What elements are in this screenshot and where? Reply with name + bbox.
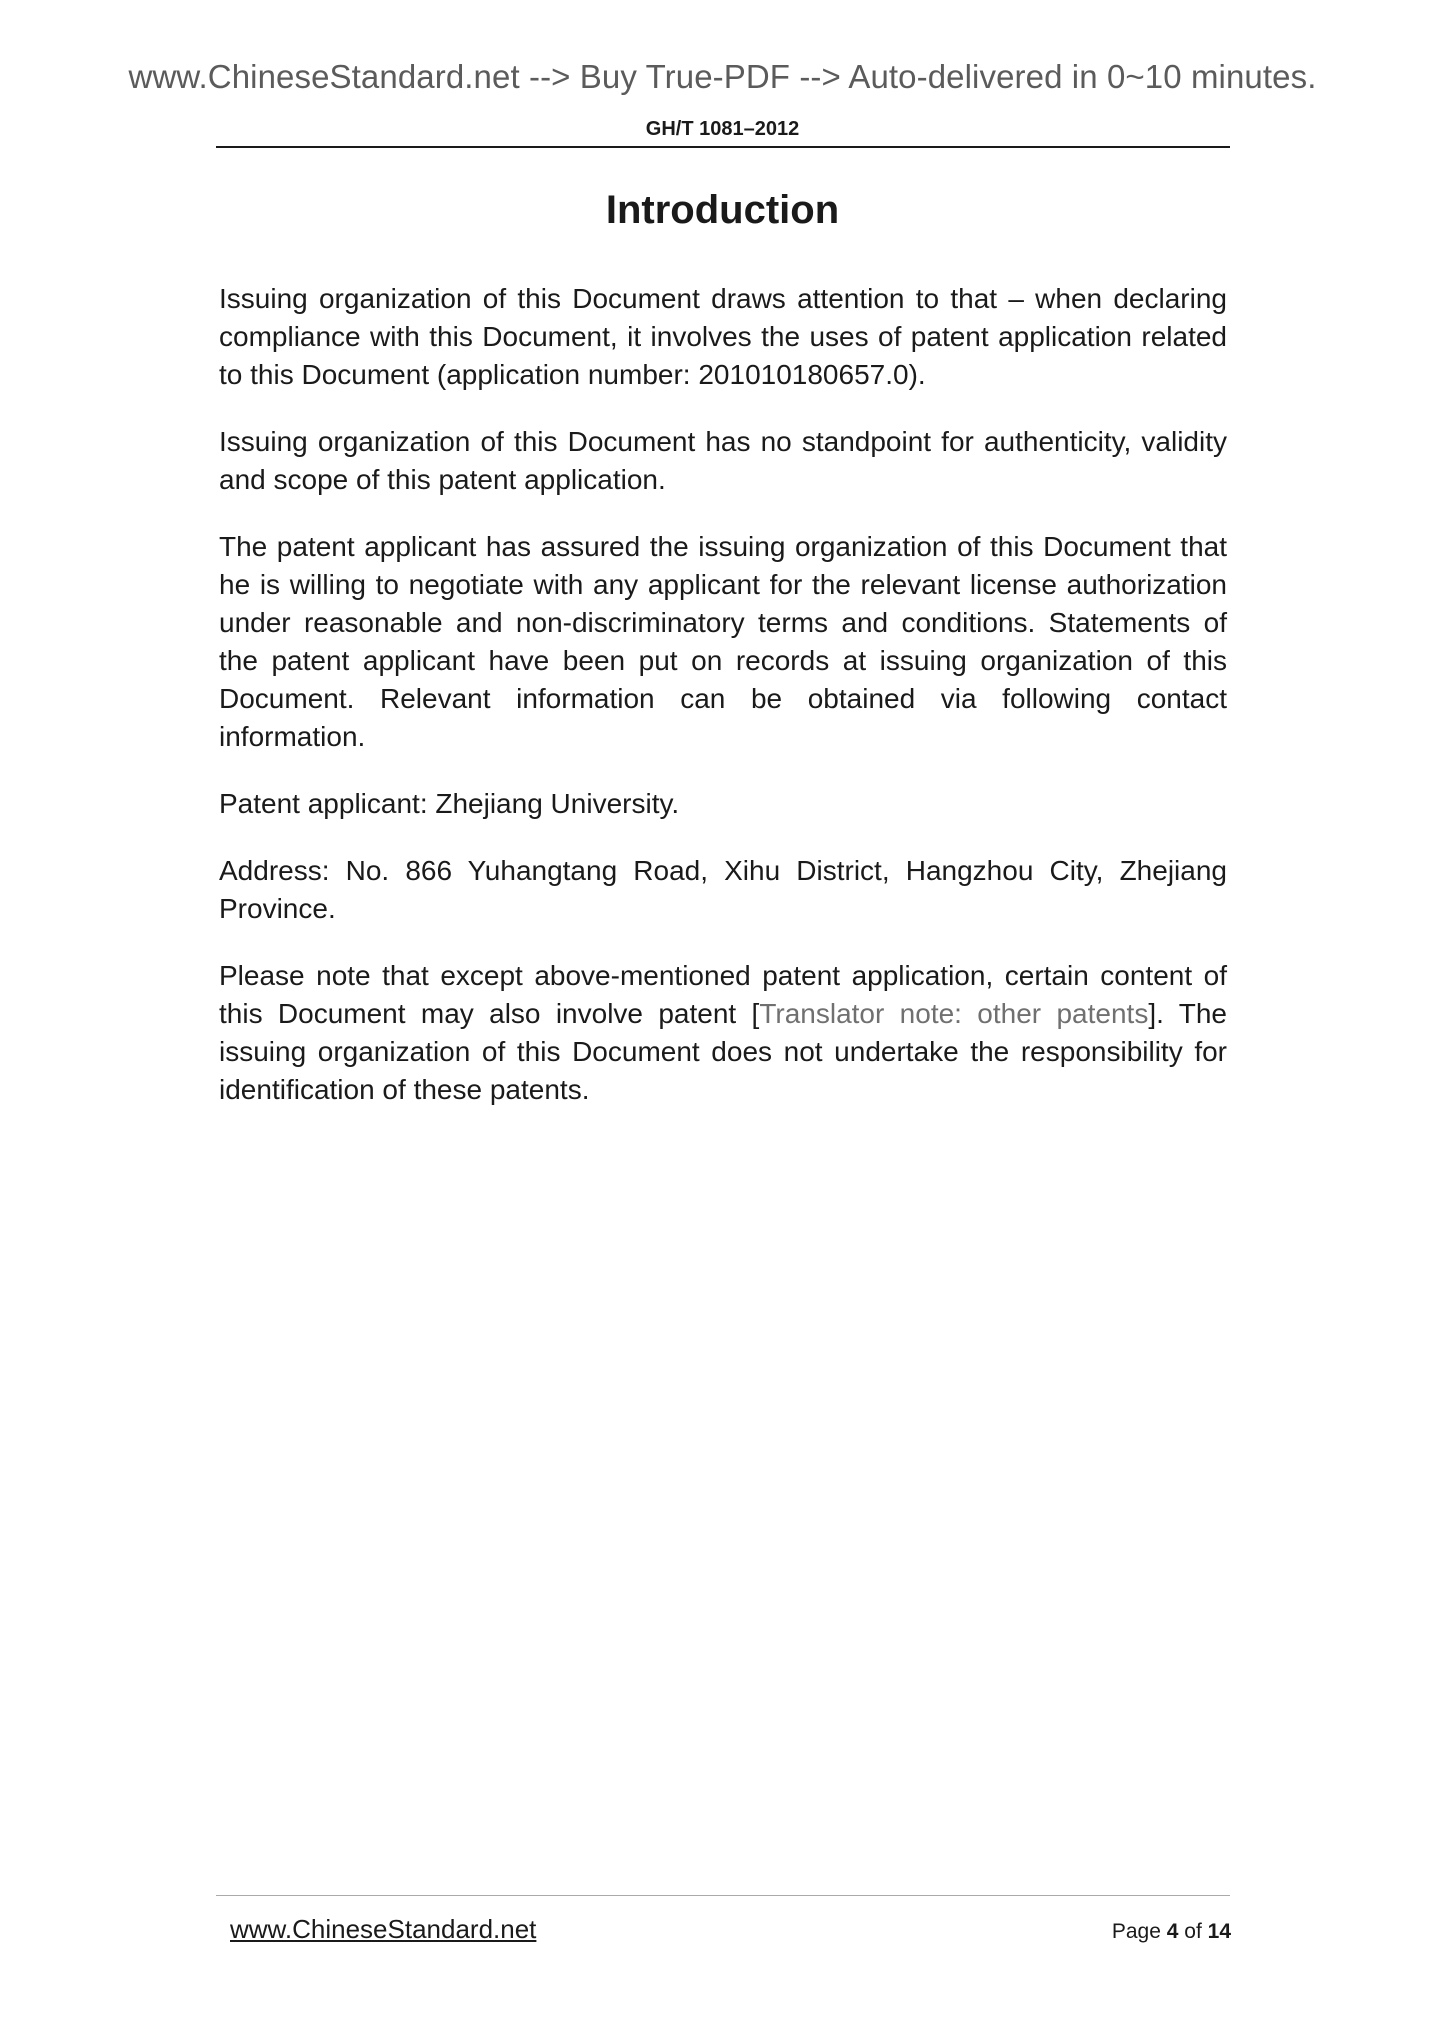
paragraph-license-assurance: The patent applicant has assured the issuing organization of this Document that he is willing to negotiate with any applicant for the relevant license authorization under reasonable and non-discriminatory terms and conditions. Statements of the patent applicant have been put on records at issuing organization of this Document. Relevant information can be obtained via following contact information.: [219, 531, 1227, 752]
page-title: Introduction: [605, 188, 840, 232]
translator-note: Translator note: other patents: [759, 998, 1149, 1029]
document-code: GH/T 1081–2012: [645, 118, 800, 140]
paragraph-address: Address: No. 866 Yuhangtang Road, Xihu District, Hangzhou City, Zhejiang Province.: [219, 855, 1227, 924]
page-of: of: [1178, 1920, 1208, 1943]
other-patents-text-end: ]. The issuing organization of this Document does not undertake the responsibility for identification of these patents.: [219, 998, 1227, 1105]
page-current: 4: [1166, 1920, 1179, 1943]
paragraph-patent-notice: Issuing organization of this Document draws attention to that – when declaring compliance with this Document, it involves the uses of patent application related to this Document (application number: 201010180657.0).: [219, 283, 1227, 390]
header-divider: [216, 146, 1230, 148]
footer-website-link[interactable]: www.ChineseStandard.net: [230, 1914, 537, 1944]
paragraph-other-patents: [219, 957, 1227, 1109]
body-content: [219, 280, 1227, 1138]
paragraph-patent-applicant: Patent applicant: Zhejiang University.: [219, 788, 680, 819]
paragraph-standpoint: Issuing organization of this Document has no standpoint for authenticity, validity and scope of this patent application.: [219, 426, 1227, 495]
other-patents-text-start: Please note that except above-mentioned patent application, certain content of this Document may also involve patent [: [219, 960, 1227, 1029]
footer-divider: [216, 1895, 1230, 1896]
page-total: 14: [1207, 1920, 1231, 1943]
top-banner[interactable]: www.ChineseStandard.net --> Buy True-PDF --> Auto-delivered in 0~10 minutes.: [128, 58, 1317, 95]
page-number: [1112, 1920, 1231, 1944]
page-prefix: Page: [1111, 1920, 1167, 1943]
